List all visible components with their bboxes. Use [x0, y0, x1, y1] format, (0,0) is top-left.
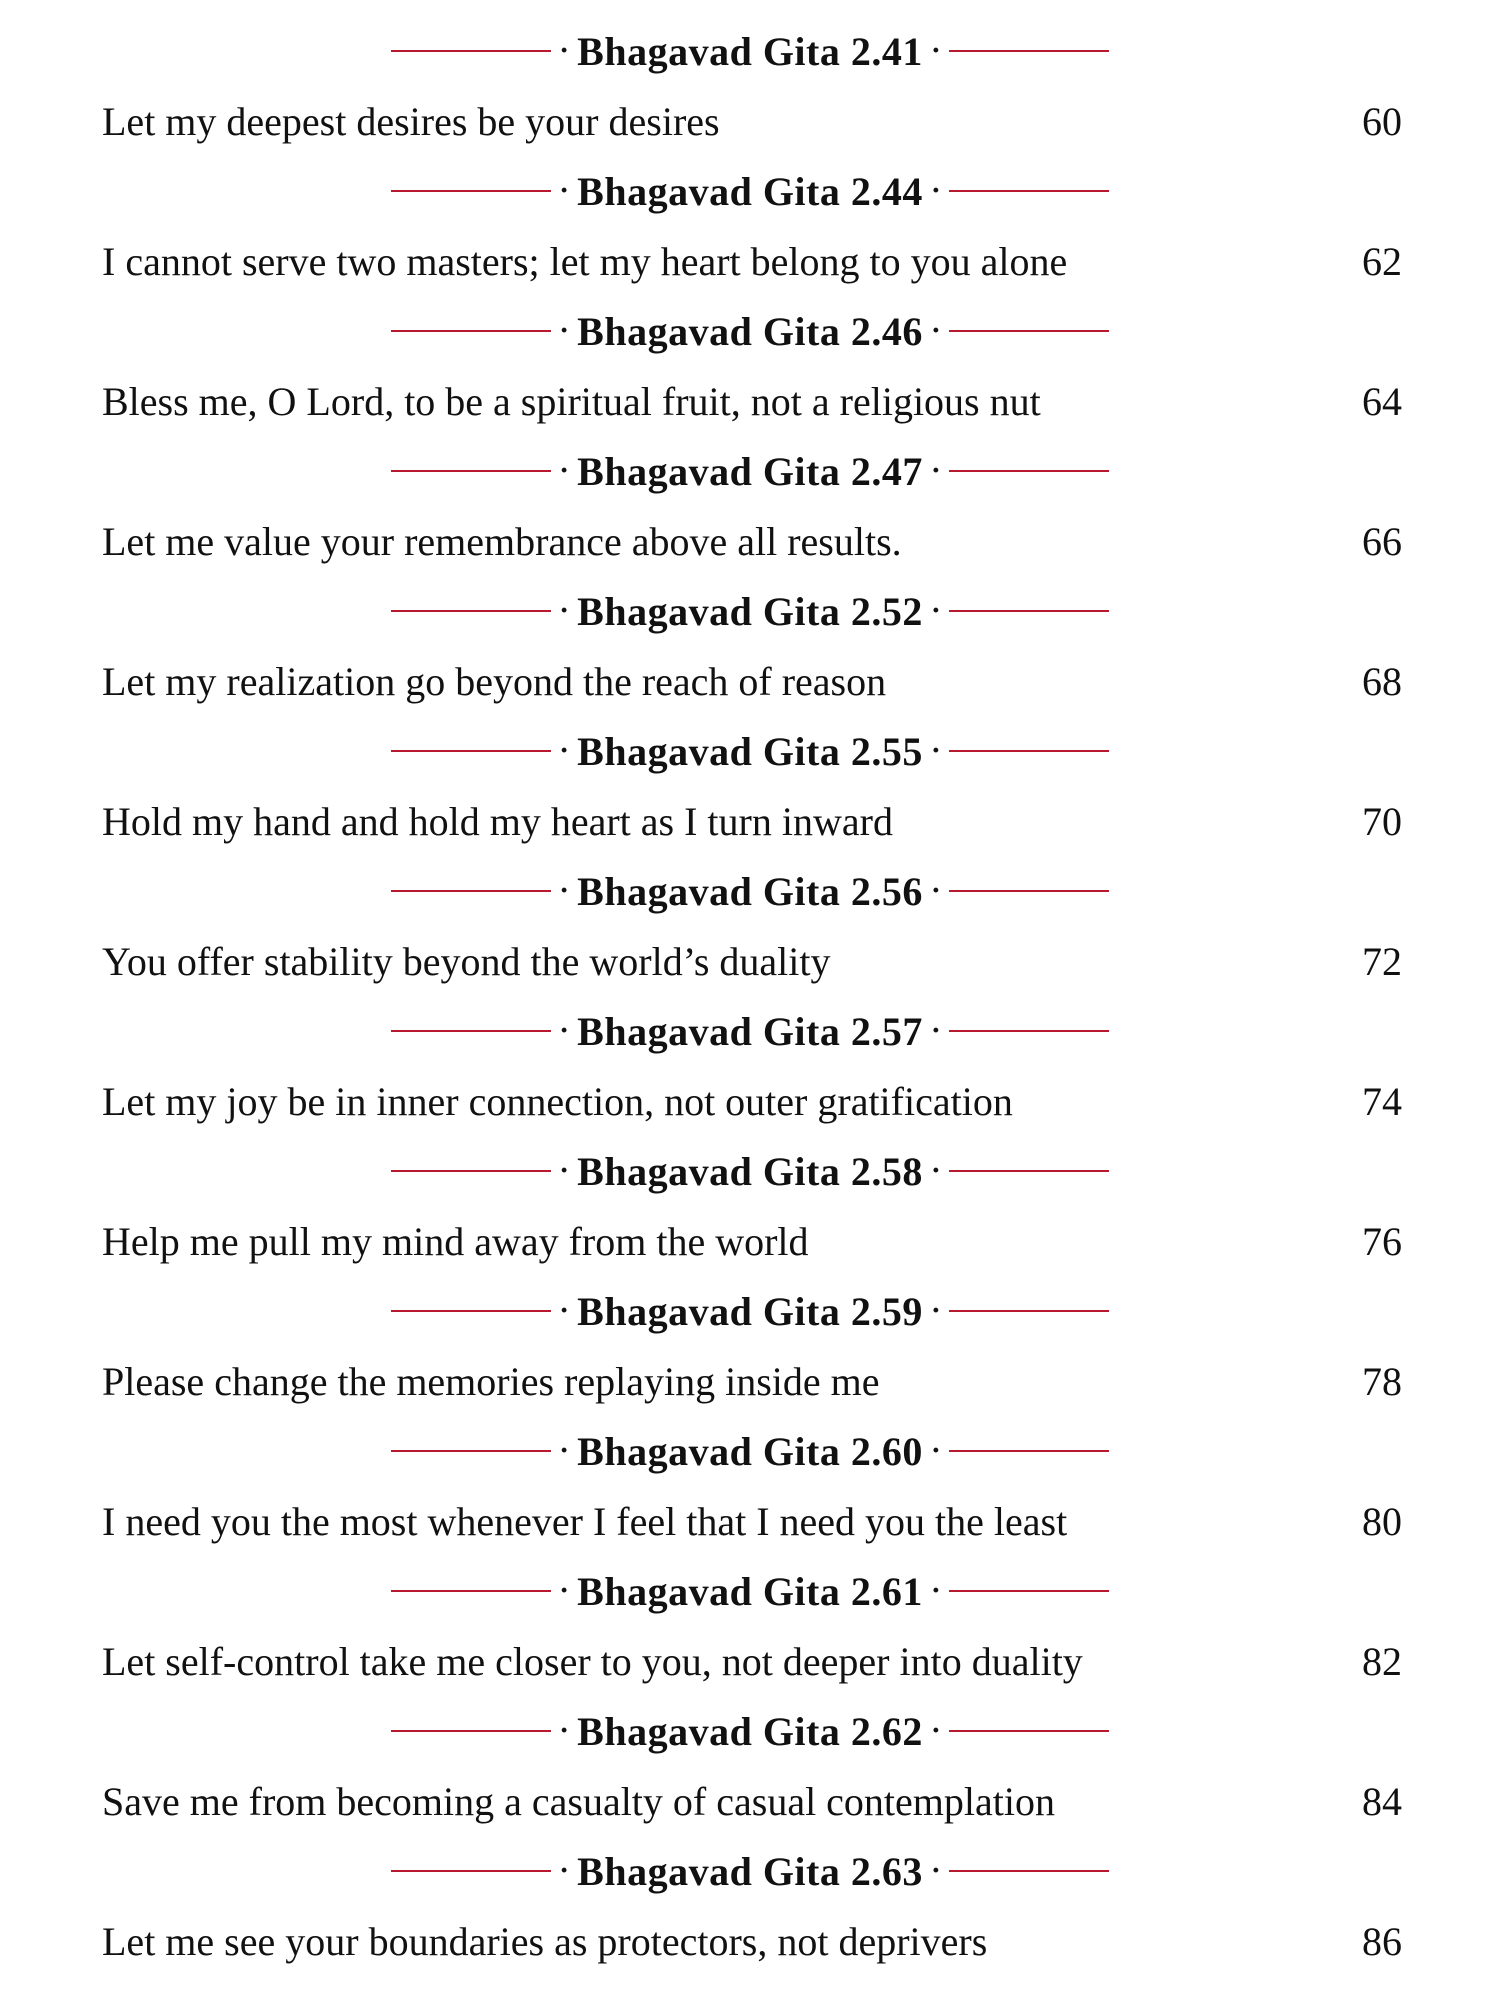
right-rule	[949, 890, 1109, 892]
verse-heading	[0, 1000, 1500, 1062]
entry-title: Let my realization go beyond the reach of reason	[102, 658, 887, 704]
bullet-dot: ·	[559, 1154, 570, 1187]
toc-entry	[0, 1700, 1500, 1840]
toc-row[interactable]	[102, 1070, 1402, 1132]
toc-row[interactable]	[102, 1770, 1402, 1832]
verse-reference: Bhagavad Gita 2.41	[577, 28, 923, 74]
entry-title: I cannot serve two masters; let my heart belong to you alone	[102, 238, 1068, 284]
toc-row[interactable]	[102, 930, 1402, 992]
toc-row[interactable]	[102, 370, 1402, 432]
page-number: 64	[1362, 378, 1402, 424]
verse-heading	[0, 1420, 1500, 1482]
entry-title: Please change the memories replaying inside me	[102, 1358, 880, 1404]
toc-entry	[0, 160, 1500, 300]
bullet-dot: ·	[930, 1854, 941, 1887]
verse-reference: Bhagavad Gita 2.62	[577, 1708, 923, 1754]
left-rule	[391, 190, 551, 192]
verse-reference: Bhagavad Gita 2.46	[577, 308, 923, 354]
right-rule	[949, 50, 1109, 52]
verse-heading	[0, 1840, 1500, 1902]
toc-entry	[0, 720, 1500, 860]
bullet-dot: ·	[930, 454, 941, 487]
left-rule	[391, 1170, 551, 1172]
toc-entry	[0, 1140, 1500, 1280]
page-number: 62	[1362, 238, 1402, 284]
verse-heading	[0, 1560, 1500, 1622]
bullet-dot: ·	[559, 174, 570, 207]
entry-title: Save me from becoming a casualty of casual contemplation	[102, 1778, 1056, 1824]
bullet-dot: ·	[559, 1434, 570, 1467]
toc-row[interactable]	[102, 650, 1402, 712]
toc-entry	[0, 1000, 1500, 1140]
entry-title: I need you the most whenever I feel that I need you the least	[102, 1498, 1068, 1544]
verse-heading	[0, 1280, 1500, 1342]
left-rule	[391, 1310, 551, 1312]
toc-row[interactable]	[102, 1210, 1402, 1272]
page-number: 72	[1362, 938, 1402, 984]
bullet-dot: ·	[930, 314, 941, 347]
toc-row[interactable]	[102, 790, 1402, 852]
verse-heading	[0, 300, 1500, 362]
toc-row[interactable]	[102, 1630, 1402, 1692]
entry-title: Let my joy be in inner connection, not outer gratification	[102, 1078, 1013, 1124]
verse-reference: Bhagavad Gita 2.59	[577, 1288, 923, 1334]
toc-entry	[0, 20, 1500, 160]
verse-reference: Bhagavad Gita 2.57	[577, 1008, 923, 1054]
entry-title: Let me value your remembrance above all results.	[102, 518, 902, 564]
left-rule	[391, 330, 551, 332]
verse-reference: Bhagavad Gita 2.61	[577, 1568, 923, 1614]
page-number: 76	[1362, 1218, 1402, 1264]
right-rule	[949, 470, 1109, 472]
right-rule	[949, 750, 1109, 752]
bullet-dot: ·	[930, 1434, 941, 1467]
bullet-dot: ·	[559, 594, 570, 627]
page-number: 60	[1362, 98, 1402, 144]
right-rule	[949, 330, 1109, 332]
toc-entry	[0, 440, 1500, 580]
verse-heading	[0, 720, 1500, 782]
toc-entry	[0, 1840, 1500, 1980]
left-rule	[391, 1450, 551, 1452]
bullet-dot: ·	[559, 1294, 570, 1327]
bullet-dot: ·	[930, 1574, 941, 1607]
right-rule	[949, 1030, 1109, 1032]
bullet-dot: ·	[930, 594, 941, 627]
page-number: 78	[1362, 1358, 1402, 1404]
bullet-dot: ·	[559, 1014, 570, 1047]
verse-reference: Bhagavad Gita 2.58	[577, 1148, 923, 1194]
page-number: 86	[1362, 1918, 1402, 1964]
bullet-dot: ·	[930, 874, 941, 907]
entry-title: Hold my hand and hold my heart as I turn inward	[102, 798, 893, 844]
toc-entry	[0, 300, 1500, 440]
toc-row[interactable]	[102, 230, 1402, 292]
bullet-dot: ·	[930, 1154, 941, 1187]
entry-title: Let me see your boundaries as protectors, not deprivers	[102, 1918, 988, 1964]
bullet-dot: ·	[930, 1294, 941, 1327]
left-rule	[391, 610, 551, 612]
left-rule	[391, 1030, 551, 1032]
bullet-dot: ·	[559, 1714, 570, 1747]
toc-entry	[0, 1420, 1500, 1560]
verse-heading	[0, 860, 1500, 922]
bullet-dot: ·	[930, 734, 941, 767]
entry-title: You offer stability beyond the world’s duality	[102, 938, 831, 984]
entry-title: Let my deepest desires be your desires	[102, 98, 720, 144]
right-rule	[949, 1730, 1109, 1732]
entry-title: Let self-control take me closer to you, not deeper into duality	[102, 1638, 1083, 1684]
toc-row[interactable]	[102, 1490, 1402, 1552]
bullet-dot: ·	[930, 174, 941, 207]
verse-heading	[0, 160, 1500, 222]
left-rule	[391, 1730, 551, 1732]
verse-heading	[0, 1700, 1500, 1762]
verse-reference: Bhagavad Gita 2.55	[577, 728, 923, 774]
page-number: 74	[1362, 1078, 1402, 1124]
verse-heading	[0, 440, 1500, 502]
left-rule	[391, 890, 551, 892]
toc-entry	[0, 1280, 1500, 1420]
bullet-dot: ·	[559, 34, 570, 67]
left-rule	[391, 1870, 551, 1872]
right-rule	[949, 610, 1109, 612]
verse-heading	[0, 580, 1500, 642]
verse-reference: Bhagavad Gita 2.44	[577, 168, 923, 214]
toc-row[interactable]	[102, 90, 1402, 152]
bullet-dot: ·	[930, 1014, 941, 1047]
entry-title: Bless me, O Lord, to be a spiritual fruit, not a religious nut	[102, 378, 1041, 424]
bullet-dot: ·	[559, 734, 570, 767]
bullet-dot: ·	[930, 1714, 941, 1747]
toc-entry	[0, 860, 1500, 1000]
bullet-dot: ·	[559, 454, 570, 487]
entry-title: Help me pull my mind away from the world	[102, 1218, 809, 1264]
right-rule	[949, 1590, 1109, 1592]
toc-row[interactable]	[102, 1350, 1402, 1412]
left-rule	[391, 470, 551, 472]
verse-reference: Bhagavad Gita 2.56	[577, 868, 923, 914]
left-rule	[391, 1590, 551, 1592]
bullet-dot: ·	[559, 874, 570, 907]
page-number: 68	[1362, 658, 1402, 704]
toc-row[interactable]	[102, 510, 1402, 572]
page-number: 82	[1362, 1638, 1402, 1684]
bullet-dot: ·	[559, 1854, 570, 1887]
left-rule	[391, 50, 551, 52]
bullet-dot: ·	[559, 1574, 570, 1607]
page-number: 70	[1362, 798, 1402, 844]
left-rule	[391, 750, 551, 752]
right-rule	[949, 1450, 1109, 1452]
verse-reference: Bhagavad Gita 2.60	[577, 1428, 923, 1474]
verse-heading	[0, 1140, 1500, 1202]
right-rule	[949, 1170, 1109, 1172]
right-rule	[949, 190, 1109, 192]
page-number: 80	[1362, 1498, 1402, 1544]
right-rule	[949, 1870, 1109, 1872]
page-number: 84	[1362, 1778, 1402, 1824]
toc-row[interactable]	[102, 1910, 1402, 1972]
page-number: 66	[1362, 518, 1402, 564]
bullet-dot: ·	[930, 34, 941, 67]
bullet-dot: ·	[559, 314, 570, 347]
verse-reference: Bhagavad Gita 2.47	[577, 448, 923, 494]
toc-entry	[0, 1560, 1500, 1700]
right-rule	[949, 1310, 1109, 1312]
verse-reference: Bhagavad Gita 2.63	[577, 1848, 923, 1894]
toc-entry	[0, 580, 1500, 720]
verse-heading	[0, 20, 1500, 82]
verse-reference: Bhagavad Gita 2.52	[577, 588, 923, 634]
